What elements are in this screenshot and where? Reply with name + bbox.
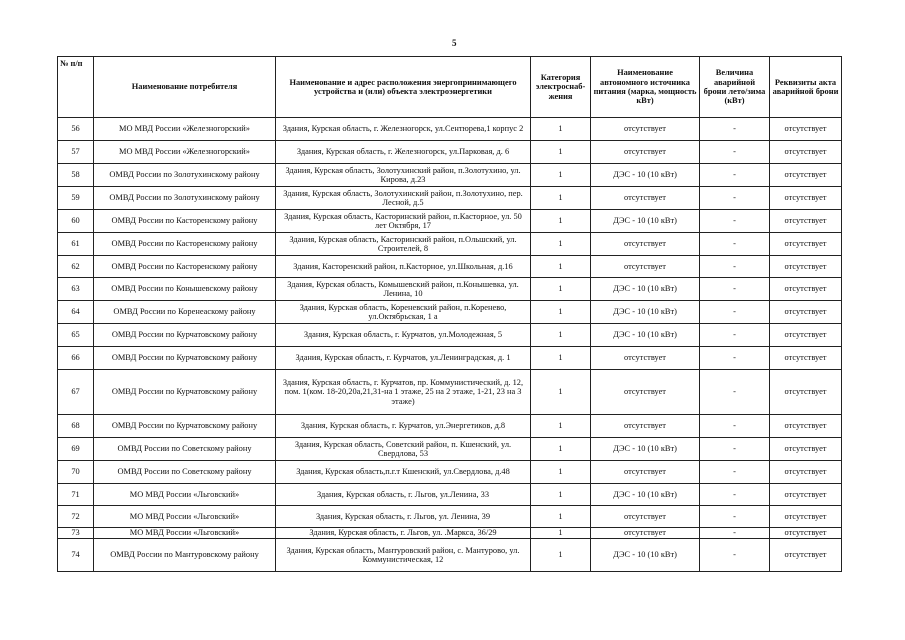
table-row — [58, 210, 842, 233]
row-consumer: ОМВД России по Мантуровскому району — [94, 539, 276, 572]
row-category: 1 — [531, 461, 591, 484]
table-row — [58, 347, 842, 370]
row-reserve: - — [700, 528, 770, 539]
row-num: 57 — [58, 141, 94, 164]
row-consumer: ОМВД России по Золотухинскому району — [94, 164, 276, 187]
row-num: 72 — [58, 506, 94, 528]
row-category: 1 — [531, 539, 591, 572]
row-source: отсутствует — [591, 370, 700, 415]
row-consumer: ОМВД России по Конышевскому району — [94, 278, 276, 301]
row-source: ДЭС - 10 (10 кВт) — [591, 278, 700, 301]
row-category: 1 — [531, 301, 591, 324]
row-source: отсутствует — [591, 141, 700, 164]
row-category: 1 — [531, 210, 591, 233]
row-reserve: - — [700, 301, 770, 324]
row-num: 65 — [58, 324, 94, 347]
row-reserve: - — [700, 141, 770, 164]
row-category: 1 — [531, 233, 591, 256]
row-num: 70 — [58, 461, 94, 484]
row-source: отсутствует — [591, 506, 700, 528]
row-num: 58 — [58, 164, 94, 187]
row-consumer: ОМВД России по Касторенскому району — [94, 233, 276, 256]
row-category: 1 — [531, 278, 591, 301]
row-consumer: МО МВД России «Льговский» — [94, 484, 276, 506]
row-address: Здания, Курская область, г. Льгов, ул.Ленина, 33 — [276, 484, 531, 506]
row-consumer: МО МВД России «Льговский» — [94, 528, 276, 539]
row-num: 61 — [58, 233, 94, 256]
row-address: Здания, Курская область, г. Курчатов, ул.Молодежная, 5 — [276, 324, 531, 347]
row-act: отсутствует — [770, 164, 842, 187]
header-source: Наименование автономного источника питания (марка, мощность кВт) — [591, 57, 700, 118]
table-row — [58, 187, 842, 210]
row-num: 67 — [58, 370, 94, 415]
row-act: отсутствует — [770, 415, 842, 438]
header-reserve: Величина аварийной брони лето/зима (кВт) — [700, 57, 770, 118]
row-category: 1 — [531, 118, 591, 141]
table-row — [58, 484, 842, 506]
row-category: 1 — [531, 141, 591, 164]
row-act: отсутствует — [770, 438, 842, 461]
row-consumer: ОМВД России по Касторенскому району — [94, 210, 276, 233]
row-source: отсутствует — [591, 347, 700, 370]
row-category: 1 — [531, 438, 591, 461]
header-act: Реквизиты акта аварийной брони — [770, 57, 842, 118]
row-consumer: МО МВД России «Железногорский» — [94, 118, 276, 141]
table-row — [58, 539, 842, 572]
row-reserve: - — [700, 187, 770, 210]
row-act: отсутствует — [770, 278, 842, 301]
row-address: Здания, Курская область, Касторинский район, п.Касторное, ул. 50 лет Октября, 17 — [276, 210, 531, 233]
row-num: 64 — [58, 301, 94, 324]
row-reserve: - — [700, 461, 770, 484]
row-num: 73 — [58, 528, 94, 539]
row-address: Здания, Курская область,п.г.т Кшенский, ул.Свердлова, д.48 — [276, 461, 531, 484]
row-act: отсутствует — [770, 506, 842, 528]
table-row — [58, 301, 842, 324]
row-consumer: ОМВД России по Курчатовскому району — [94, 370, 276, 415]
row-num: 69 — [58, 438, 94, 461]
row-address: Здания, Курская область, г. Курчатов, ул.Ленинградская, д. 1 — [276, 347, 531, 370]
table-row — [58, 164, 842, 187]
row-reserve: - — [700, 118, 770, 141]
table-row — [58, 256, 842, 278]
row-category: 1 — [531, 484, 591, 506]
table-header-row — [58, 57, 842, 118]
row-act: отсутствует — [770, 301, 842, 324]
row-address: Здания, Курская область, г. Курчатов, пр. Коммунистический, д. 12, пом. 1(ком. 18-20,20а,21,31-на 1 этаже, 25 на 2 этаже, 1-21, 23 на 3 этаже) — [276, 370, 531, 415]
row-category: 1 — [531, 347, 591, 370]
row-address: Здания, Курская область, г. Курчатов, ул.Энергетиков, д.8 — [276, 415, 531, 438]
row-category: 1 — [531, 256, 591, 278]
row-source: ДЭС - 10 (10 кВт) — [591, 164, 700, 187]
row-reserve: - — [700, 233, 770, 256]
table-row — [58, 415, 842, 438]
row-consumer: ОМВД России по Золотухинскому району — [94, 187, 276, 210]
row-source: ДЭС - 10 (10 кВт) — [591, 324, 700, 347]
row-num: 62 — [58, 256, 94, 278]
header-category: Категория электроснаб-жения — [531, 57, 591, 118]
row-act: отсутствует — [770, 347, 842, 370]
row-source: отсутствует — [591, 461, 700, 484]
row-source: ДЭС - 10 (10 кВт) — [591, 484, 700, 506]
row-address: Здания, Касторенский район, п.Касторное, ул.Школьная, д.16 — [276, 256, 531, 278]
row-num: 74 — [58, 539, 94, 572]
row-consumer: ОМВД России по Курчатовскому району — [94, 347, 276, 370]
row-num: 59 — [58, 187, 94, 210]
row-reserve: - — [700, 506, 770, 528]
row-consumer: ОМВД России по Советскому району — [94, 461, 276, 484]
row-reserve: - — [700, 539, 770, 572]
row-source: отсутствует — [591, 187, 700, 210]
row-reserve: - — [700, 164, 770, 187]
row-address: Здания, Курская область, Комышевский район, п.Конышевка, ул. Ленина, 10 — [276, 278, 531, 301]
row-num: 56 — [58, 118, 94, 141]
table-row — [58, 461, 842, 484]
row-reserve: - — [700, 415, 770, 438]
row-category: 1 — [531, 528, 591, 539]
row-address: Здания, Курская область, г. Льгов, ул. .Маркса, 36/29 — [276, 528, 531, 539]
row-category: 1 — [531, 187, 591, 210]
table-row — [58, 233, 842, 256]
row-source: ДЭС - 10 (10 кВт) — [591, 301, 700, 324]
row-address: Здания, Курская область, Кореневский район, п.Коренево, ул.Октябрьская, 1 а — [276, 301, 531, 324]
row-act: отсутствует — [770, 141, 842, 164]
row-act: отсутствует — [770, 484, 842, 506]
row-act: отсутствует — [770, 324, 842, 347]
row-source: отсутствует — [591, 233, 700, 256]
row-address: Здания, Курская область, г. Железногорск, ул.Сентюрева,1 корпус 2 — [276, 118, 531, 141]
row-source: отсутствует — [591, 528, 700, 539]
row-num: 66 — [58, 347, 94, 370]
row-reserve: - — [700, 370, 770, 415]
row-address: Здания, Курская область, Золотухинский район, п.Золотухино, ул. Кирова, д.23 — [276, 164, 531, 187]
table-row — [58, 528, 842, 539]
table-row — [58, 506, 842, 528]
row-num: 63 — [58, 278, 94, 301]
row-act: отсутствует — [770, 256, 842, 278]
row-category: 1 — [531, 164, 591, 187]
row-address: Здания, Курская область, Касторинский район, п.Ольшский, ул. Строителей, 8 — [276, 233, 531, 256]
row-act: отсутствует — [770, 118, 842, 141]
row-consumer: ОМВД России по Советскому району — [94, 438, 276, 461]
row-source: ДЭС - 10 (10 кВт) — [591, 438, 700, 461]
row-consumer: ОМВД России по Касторенскому району — [94, 256, 276, 278]
table-row — [58, 324, 842, 347]
row-category: 1 — [531, 506, 591, 528]
header-consumer: Наименование потребителя — [94, 57, 276, 118]
table-row — [58, 370, 842, 415]
row-source: отсутствует — [591, 415, 700, 438]
row-source: ДЭС - 10 (10 кВт) — [591, 539, 700, 572]
table-row — [58, 278, 842, 301]
row-address: Здания, Курская область, г. Льгов, ул. Ленина, 39 — [276, 506, 531, 528]
row-consumer: МО МВД России «Льговский» — [94, 506, 276, 528]
row-reserve: - — [700, 256, 770, 278]
row-num: 60 — [58, 210, 94, 233]
table-row — [58, 118, 842, 141]
row-category: 1 — [531, 370, 591, 415]
row-act: отсутствует — [770, 370, 842, 415]
row-act: отсутствует — [770, 461, 842, 484]
row-reserve: - — [700, 210, 770, 233]
page-number: 5 — [452, 38, 457, 48]
row-reserve: - — [700, 438, 770, 461]
header-object: Наименование и адрес расположения энергопринимающего устройства и (или) объекта электроэнергетики — [276, 57, 531, 118]
row-address: Здания, Курская область, Мантуровский район, с. Мантурово, ул. Коммунистическая, 12 — [276, 539, 531, 572]
row-address: Здания, Курская область, Золотухинский район, п.Золотухино, пер. Лесной, д.5 — [276, 187, 531, 210]
row-address: Здания, Курская область, г. Железногорск, ул.Парковая, д. 6 — [276, 141, 531, 164]
row-num: 71 — [58, 484, 94, 506]
row-act: отсутствует — [770, 187, 842, 210]
row-act: отсутствует — [770, 539, 842, 572]
row-source: отсутствует — [591, 118, 700, 141]
row-category: 1 — [531, 415, 591, 438]
row-act: отсутствует — [770, 210, 842, 233]
row-num: 68 — [58, 415, 94, 438]
row-reserve: - — [700, 484, 770, 506]
row-act: отсутствует — [770, 233, 842, 256]
row-consumer: МО МВД России «Железногорский» — [94, 141, 276, 164]
row-consumer: ОМВД России по Коренеаскому району — [94, 301, 276, 324]
row-source: ДЭС - 10 (10 кВт) — [591, 210, 700, 233]
row-act: отсутствует — [770, 528, 842, 539]
row-reserve: - — [700, 347, 770, 370]
row-consumer: ОМВД России по Курчатовскому району — [94, 415, 276, 438]
row-address: Здания, Курская область, Советский район, п. Кшенский, ул. Свердлова, 53 — [276, 438, 531, 461]
table-row — [58, 141, 842, 164]
row-reserve: - — [700, 278, 770, 301]
table-row — [58, 438, 842, 461]
reserve-table — [57, 56, 842, 572]
header-num: № п/п — [58, 57, 94, 118]
row-category: 1 — [531, 324, 591, 347]
row-consumer: ОМВД России по Курчатовскому району — [94, 324, 276, 347]
row-source: отсутствует — [591, 256, 700, 278]
row-reserve: - — [700, 324, 770, 347]
